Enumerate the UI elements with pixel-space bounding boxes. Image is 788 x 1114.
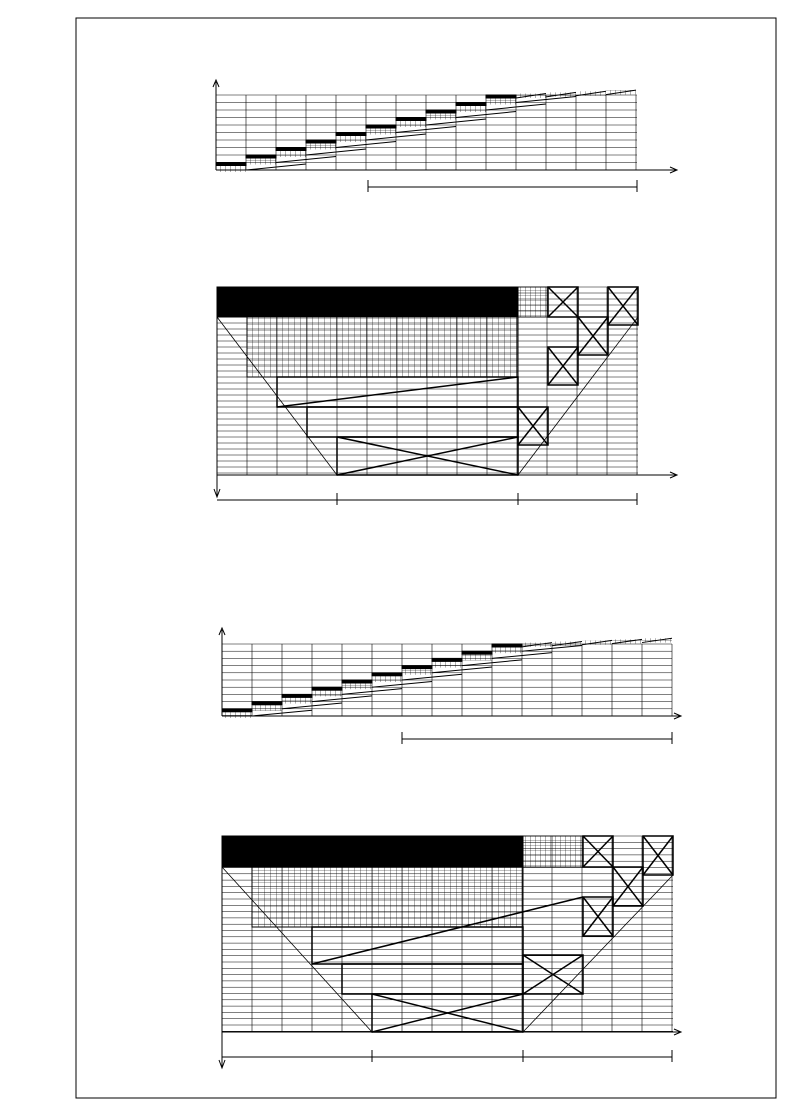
section-diagram-2 xyxy=(219,836,681,1068)
step-bar xyxy=(456,103,486,106)
step-bar xyxy=(366,125,396,128)
step-bar xyxy=(252,702,282,705)
grid xyxy=(216,95,637,170)
step-hatch xyxy=(216,166,246,173)
step-hatch xyxy=(402,669,432,675)
step-bar xyxy=(492,644,522,647)
step-bar xyxy=(432,658,462,661)
profile-diagram-2 xyxy=(219,628,681,744)
step-bars xyxy=(222,638,672,718)
profile-diagram-1 xyxy=(213,80,677,192)
step-bar xyxy=(336,133,366,136)
step-hatch xyxy=(492,647,522,653)
cross-hatch-layer xyxy=(252,867,523,927)
step-hatch xyxy=(366,128,396,135)
step-hatch xyxy=(486,98,516,105)
band-2 xyxy=(307,407,518,437)
step-bar xyxy=(372,673,402,676)
step-bar xyxy=(312,687,342,690)
step-hatch xyxy=(456,106,486,113)
step-hatch xyxy=(432,661,462,667)
step-hatch xyxy=(276,151,306,158)
step-bar xyxy=(222,709,252,712)
step-hatch xyxy=(372,676,402,682)
step-bar xyxy=(282,694,312,697)
cross-hatch-layer xyxy=(247,317,518,377)
step-bar xyxy=(276,148,306,151)
solid-layer xyxy=(222,836,523,867)
step-hatch xyxy=(426,113,456,120)
section-diagram-1 xyxy=(214,287,677,505)
band-1 xyxy=(312,927,523,964)
step-bar xyxy=(342,680,372,683)
hatch-corner xyxy=(523,836,583,867)
step-hatch xyxy=(312,690,342,696)
step-bar xyxy=(216,163,246,166)
step-bar xyxy=(246,155,276,158)
step-hatch xyxy=(246,158,276,165)
step-hatch xyxy=(306,143,336,150)
step-hatch xyxy=(252,705,282,711)
step-bar xyxy=(462,651,492,654)
step-hatch xyxy=(462,654,492,660)
right-slope xyxy=(523,875,673,1032)
step-hatch xyxy=(282,697,312,703)
solid-layer xyxy=(217,287,518,317)
step-bar xyxy=(396,118,426,121)
step-bar xyxy=(306,140,336,143)
step-bar xyxy=(402,666,432,669)
step-bar xyxy=(486,95,516,98)
step-hatch xyxy=(396,121,426,128)
step-bar xyxy=(426,110,456,113)
grid xyxy=(222,644,672,716)
step-hatch xyxy=(222,712,252,718)
step-hatch xyxy=(336,136,366,143)
hatch-corner xyxy=(518,287,548,317)
step-hatch xyxy=(342,683,372,689)
